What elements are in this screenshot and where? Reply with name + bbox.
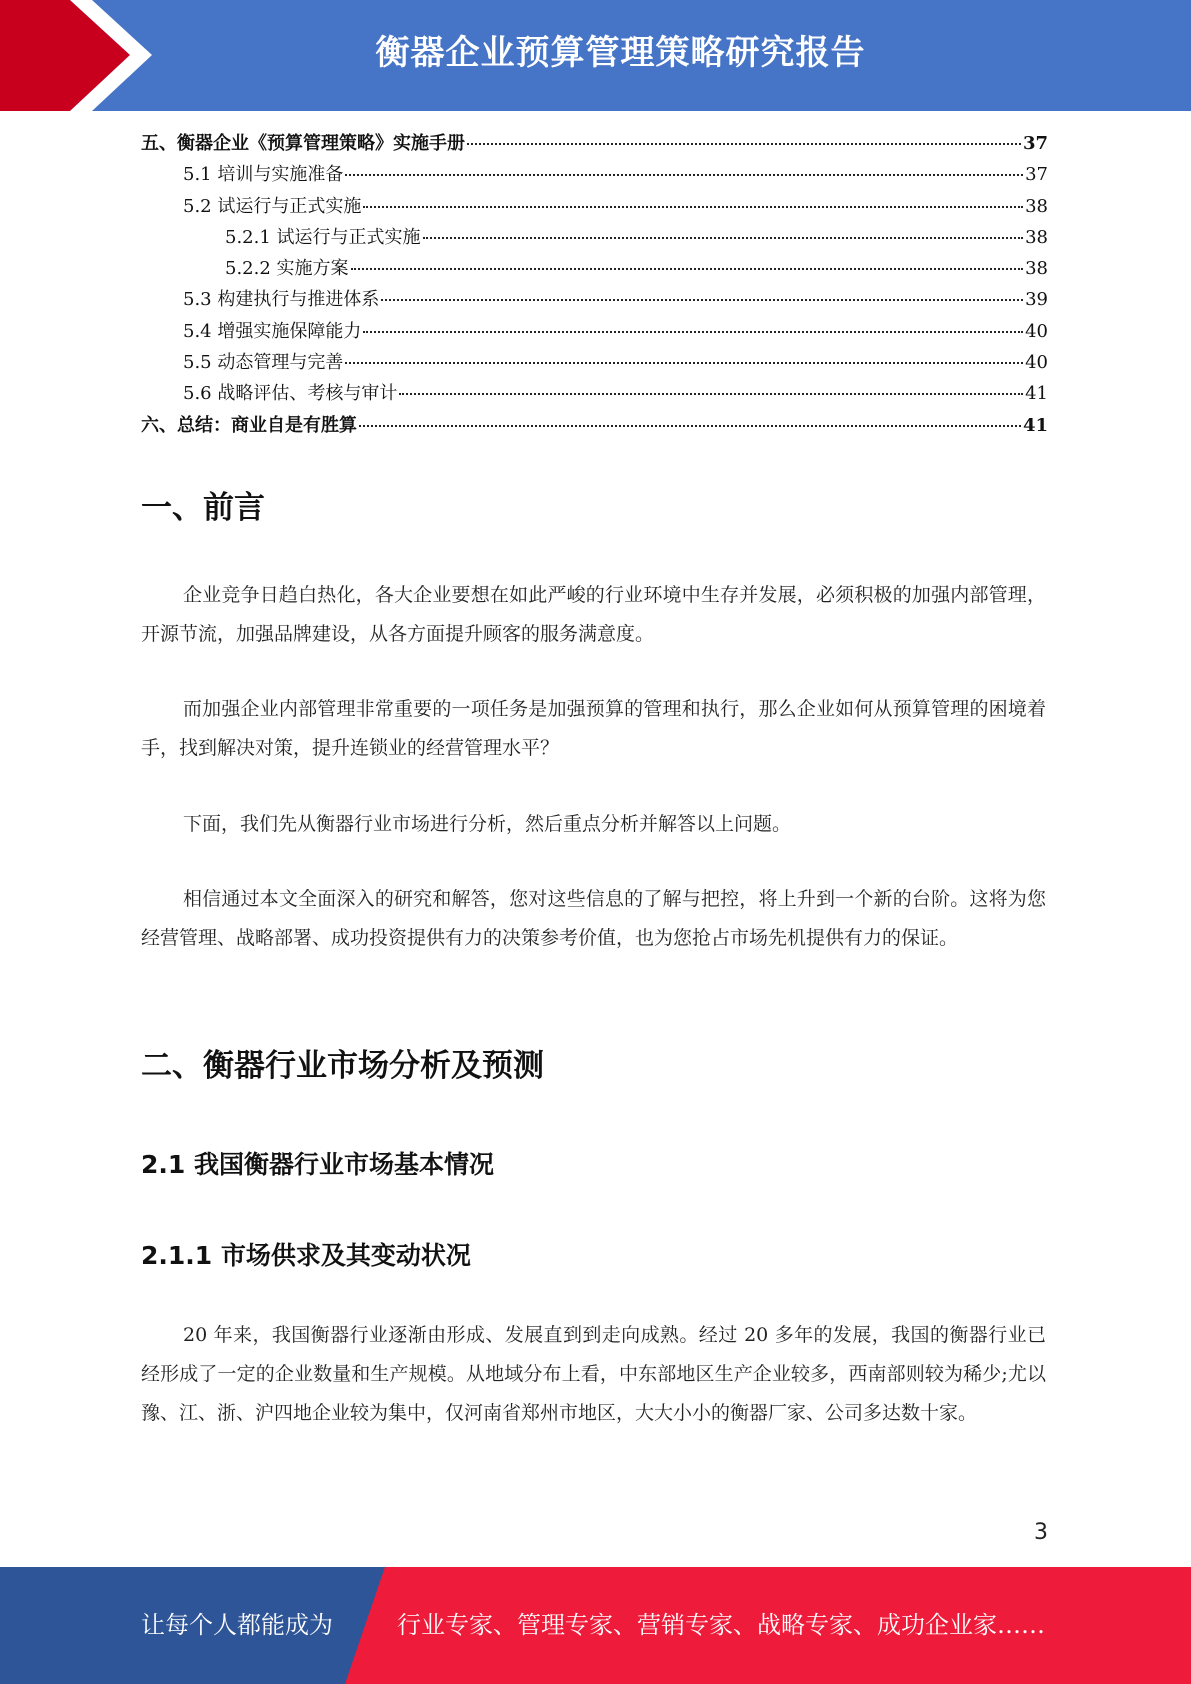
toc-entry[interactable]: [141, 347, 1048, 378]
header-title: 衡器企业预算管理策略研究报告: [375, 33, 866, 73]
toc-entry-page: 37: [1025, 164, 1048, 186]
toc-entry[interactable]: [141, 253, 1048, 284]
toc-entry[interactable]: [141, 159, 1048, 190]
toc-entry-text: 5.3 构建执行与推进体系: [183, 289, 380, 311]
toc-entry-text: 5.2 试运行与正式实施: [183, 195, 362, 217]
toc-entry-page: 37: [1022, 133, 1048, 154]
toc-leader-dots: [399, 392, 1023, 395]
toc-leader-dots: [345, 361, 1023, 364]
toc-entry-page: 41: [1022, 414, 1048, 436]
toc-entry[interactable]: [141, 191, 1048, 222]
table-of-contents: [141, 128, 1048, 441]
toc-leader-dots: [381, 298, 1023, 301]
toc-leader-dots: [359, 424, 1021, 427]
toc-leader-dots: [363, 205, 1023, 208]
toc-entry-text: 5.1 培训与实施准备: [183, 164, 344, 186]
toc-entry-page: 40: [1025, 320, 1048, 342]
toc-leader-dots: [351, 267, 1024, 270]
toc-leader-dots: [363, 330, 1023, 333]
body-paragraph: 而加强企业内部管理非常重要的一项任务是加强预算的管理和执行，那么企业如何从预算管理的困境着手，找到解决对策，提升连锁业的经营管理水平？: [141, 698, 1046, 759]
toc-entry[interactable]: [141, 128, 1048, 159]
subsection-heading: 2.1 我国衡器行业市场基本情况: [141, 1150, 494, 1179]
footer-slogan-right: 行业专家、管理专家、营销专家、战略专家、成功企业家……: [397, 1611, 1045, 1639]
toc-entry-page: 41: [1025, 383, 1048, 405]
toc-leader-dots: [345, 173, 1023, 176]
toc-entry[interactable]: [141, 378, 1048, 409]
toc-entry-text: 5.6 战略评估、考核与审计: [183, 383, 398, 405]
toc-entry[interactable]: [141, 284, 1048, 315]
page-header: [0, 0, 1191, 111]
section-heading-preface: 一、前言: [141, 490, 265, 526]
page-number: 3: [1034, 1520, 1048, 1545]
toc-entry-text: 六、总结：商业自是有胜算: [141, 414, 357, 436]
page-footer: [0, 1567, 1191, 1684]
toc-entry-page: 39: [1025, 289, 1048, 311]
toc-entry-text: 五、衡器企业《预算管理策略》实施手册: [141, 133, 465, 154]
toc-leader-dots: [423, 236, 1024, 239]
section-heading-market: 二、衡器行业市场分析及预测: [141, 1048, 544, 1084]
toc-entry-text: 5.2.1 试运行与正式实施: [225, 226, 421, 248]
body-paragraph: 下面，我们先从衡器行业市场进行分析，然后重点分析并解答以上问题。: [183, 813, 792, 835]
toc-entry-text: 5.2.2 实施方案: [225, 258, 349, 280]
body-paragraph: 企业竞争日趋白热化，各大企业要想在如此严峻的行业环境中生存并发展，必须积极的加强内部管理，开源节流，加强品牌建设，从各方面提升顾客的服务满意度。: [141, 584, 1046, 645]
toc-entry-page: 38: [1025, 226, 1048, 248]
toc-entry[interactable]: [141, 316, 1048, 347]
body-paragraph: 20 年来，我国衡器行业逐渐由形成、发展直到到走向成熟。经过 20 多年的发展，我国的衡器行业已经形成了一定的企业数量和生产规模。从地域分布上看，中东部地区生产企业较多，西南部则较为稀少;尤以豫、江、浙、沪四地企业较为集中，仅河南省郑州市地区，大大小小的衡器厂家、公司多达数十家。: [141, 1324, 1046, 1424]
toc-entry-page: 40: [1025, 352, 1048, 374]
toc-entry-text: 5.5 动态管理与完善: [183, 352, 344, 374]
toc-entry-text: 5.4 增强实施保障能力: [183, 320, 362, 342]
toc-entry[interactable]: [141, 222, 1048, 253]
toc-entry-page: 38: [1025, 195, 1048, 217]
footer-slogan-left: 让每个人都能成为: [141, 1611, 333, 1639]
body-paragraph: 相信通过本文全面深入的研究和解答，您对这些信息的了解与把控，将上升到一个新的台阶。这将为您经营管理、战略部署、成功投资提供有力的决策参考价值，也为您抢占市场先机提供有力的保证。: [141, 888, 1046, 949]
toc-leader-dots: [467, 142, 1021, 145]
toc-entry-page: 38: [1025, 258, 1048, 280]
subsubsection-heading: 2.1.1 市场供求及其变动状况: [141, 1241, 471, 1270]
toc-entry[interactable]: [141, 410, 1048, 441]
